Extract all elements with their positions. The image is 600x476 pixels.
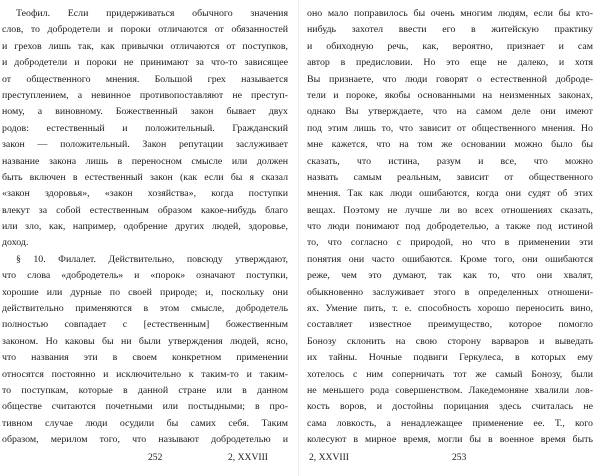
text-line: тивном случае люди осудили бы самих себя. Таким (2, 417, 288, 429)
text-line: быть включен в естественный закон (как если бы я сказал (2, 171, 288, 183)
text-line: действительно применяются в этом смысле, добродетель (2, 303, 288, 315)
text-line: и добродетели и пороки не принимают за что-то зависящее (2, 57, 288, 69)
right-page (307, 6, 593, 446)
text-line: понятия они часто ошибаются. Кроме того, они ошибаются (307, 253, 593, 265)
text-line: хотелось с ним соперничать тот же самый Бонозу, были (307, 368, 593, 380)
text-line: мне кажется, что на том же основании можно было бы (307, 139, 593, 151)
text-line: название закона лишь в переносном смысле или должен (2, 155, 288, 167)
text-line: однако Вы утверждаете, что на самом деле они имеют (307, 106, 593, 118)
text-line: под этим лишь то, что зависит от общественного мнения. Но (307, 122, 593, 134)
text-line: что люди понимают под добродетелью, а также под истиной (307, 221, 593, 233)
text-line: хорошие или дурные по своей природе; и, поскольку они (2, 286, 288, 298)
text-line: Теофил. Если придерживаться обычного значения (16, 8, 288, 19)
text-line: ному, а виновному. Божественный закон бывает двух (2, 106, 288, 118)
text-line: обществе считаются почетными или постыдными; в про- (2, 401, 288, 413)
text-line: что названия эти в своем конкретном применении (2, 352, 288, 364)
left-page-footer (2, 451, 288, 465)
text-line: от общественного мнения. Большой грех называется (2, 73, 288, 85)
text-line: то, что согласно с природой, но что в применении эти (307, 237, 593, 249)
text-line: их тайны. Ночные подвиги Геркулеса, в которых ему (307, 352, 593, 364)
text-line: относятся постоянно и исключительно к таким-то и таким- (2, 368, 288, 380)
text-line: то поступкам, которые в данной стране или в данном (2, 384, 288, 396)
text-line: сказать, что истина, разум и все, что можно (307, 155, 593, 167)
page-gutter (298, 0, 299, 476)
left-page (2, 6, 288, 446)
text-line: закон — положительный. Закон репутации заслуживает (2, 139, 288, 151)
text-line: преступлением, а невинное противопоставляют не преступ- (2, 89, 288, 101)
left-page-number: 252 (148, 452, 163, 463)
text-line: слов, то добродетели и пороки отличаются от обязанностей (2, 24, 288, 36)
right-page-footer (307, 451, 593, 465)
text-line: кость воров, и достойны порицания здесь считалась не (307, 401, 593, 413)
text-line: или зло, как, например, одобрение других людей, здоровье, (2, 221, 288, 233)
text-line: образом, мерилом того, что называют добродетелью и (2, 434, 288, 446)
text-line: мнения. Так как люди ошибаются, когда они судят об этих (307, 188, 593, 200)
right-page-chapter-ref: 2, XXVIII (309, 452, 349, 463)
text-line: Вы признаете, что люди говорят о естественной доброде- (307, 73, 593, 85)
text-line: Бонозу склонить на свою сторону варваров и выведать (307, 335, 593, 347)
right-page-number: 253 (452, 452, 467, 463)
text-line: реже, чем это думают, так как то, что они хвалят, (307, 270, 593, 282)
text-line: обыкновенно заслуживает этого в определенных отношени- (307, 286, 593, 298)
text-line: родов: естественный и положительный. Гражданский (2, 122, 288, 134)
text-line: ях. Умение пить, т. е. способность хорошо переносить вино, (307, 303, 593, 315)
text-line: законом. Но каковы бы ни были утверждения людей, ясно, (2, 335, 288, 347)
text-line: влекут за собой естественным образом какое-нибудь благо (2, 204, 288, 216)
text-line: оно мало поправилось бы очень многим людям, если бы кто- (307, 8, 593, 19)
text-line: тели и пороке, якобы основанными на неизменных законах, (307, 89, 593, 101)
left-page-chapter-ref: 2, XXVIII (228, 452, 268, 463)
text-line: автор в предисловии. Но это еще не далеко, и хотя (307, 57, 593, 69)
text-line: полностью совпадает с [естественным] божественным (2, 319, 288, 331)
text-line: назвать самым реальным, зависит от общественного (307, 171, 593, 183)
text-line: сама ловкость, а ненадлежащее применение ее. Т., кого (307, 417, 593, 429)
text-line: нибудь захотел ввести его в житейскую практику (307, 24, 593, 36)
text-line: § 10. Филалет. Действительно, повсюду утверждают, (16, 253, 288, 265)
text-line: вещах. Поэтому не лучше ли во всех отношениях сказать, (307, 204, 593, 216)
text-line: и обиходную речь, как, вероятно, признает и сам (307, 40, 593, 52)
text-line: доход. (2, 237, 29, 249)
text-line: составляет известное преимущество, которое помогло (307, 319, 593, 331)
text-line: что слова «добродетель» и «порок» означают поступки, (2, 270, 288, 282)
text-line: и грехов лишь так, как привычки отличаются от поступков, (2, 40, 288, 52)
text-line: колесуют в мирное время, могли бы в военное время быть (307, 434, 593, 446)
text-line: не меньшего рода совершенством. Лакедемоняне хвалили лов- (307, 384, 593, 396)
text-line: «закон здоровья», «закон хозяйства», когда поступки (2, 188, 288, 200)
